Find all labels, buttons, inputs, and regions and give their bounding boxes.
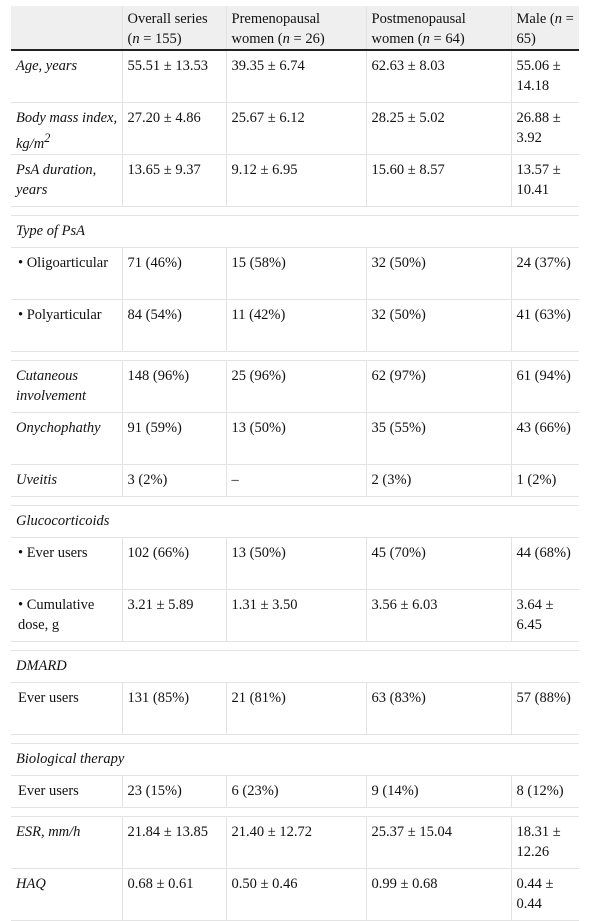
cell-male: 43 (66%) xyxy=(511,413,579,465)
header-postmenopausal-label: Postmenopausal women ( xyxy=(371,11,466,47)
cell-postmenopausal: 28.25 ± 5.02 xyxy=(366,103,511,155)
cell-postmenopausal: 35 (55%) xyxy=(366,413,511,465)
cell-premenopausal: 39.35 ± 6.74 xyxy=(226,50,366,103)
row-haq xyxy=(11,869,579,921)
cell-male: 24 (37%) xyxy=(511,248,579,300)
cell-overall: 21.84 ± 13.85 xyxy=(122,817,226,869)
row-label: • Cumulative dose, g xyxy=(11,590,122,642)
header-empty xyxy=(11,6,122,50)
cell-male: 44 (68%) xyxy=(511,538,579,590)
section-heading: Biological therapy xyxy=(11,744,579,776)
cell-overall: 3 (2%) xyxy=(122,465,226,497)
cell-postmenopausal: 32 (50%) xyxy=(366,300,511,352)
header-n: n xyxy=(282,31,290,47)
row-label: Ever users xyxy=(11,776,122,808)
cell-overall: 3.21 ± 5.89 xyxy=(122,590,226,642)
spacer-cell xyxy=(11,808,579,817)
row-oligoarticular xyxy=(11,248,579,300)
header-n: n xyxy=(132,31,140,47)
cell-premenopausal: 1.31 ± 3.50 xyxy=(226,590,366,642)
cell-postmenopausal: 15.60 ± 8.57 xyxy=(366,155,511,207)
spacer-row xyxy=(11,735,579,744)
cell-postmenopausal: 3.56 ± 6.03 xyxy=(366,590,511,642)
cell-male: 41 (63%) xyxy=(511,300,579,352)
cell-postmenopausal: 32 (50%) xyxy=(366,248,511,300)
spacer-row xyxy=(11,808,579,817)
cell-overall: 102 (66%) xyxy=(122,538,226,590)
header-n-value: = 26) xyxy=(289,31,325,47)
header-n-value: = 64) xyxy=(429,31,465,47)
cell-male: 13.57 ± 10.41 xyxy=(511,155,579,207)
cell-premenopausal: 13 (50%) xyxy=(226,538,366,590)
header-n: n xyxy=(554,11,562,27)
cell-postmenopausal: 25.37 ± 15.04 xyxy=(366,817,511,869)
cell-postmenopausal: 2 (3%) xyxy=(366,465,511,497)
cell-overall: 84 (54%) xyxy=(122,300,226,352)
cell-postmenopausal: 45 (70%) xyxy=(366,538,511,590)
section-biological-therapy xyxy=(11,744,579,776)
row-label: • Oligoarticular xyxy=(11,248,122,300)
row-cutaneous xyxy=(11,361,579,413)
header-premenopausal-label: Premenopausal women ( xyxy=(231,11,321,47)
cell-overall: 27.20 ± 4.86 xyxy=(122,103,226,155)
cell-postmenopausal: 62 (97%) xyxy=(366,361,511,413)
cell-premenopausal: 25 (96%) xyxy=(226,361,366,413)
row-label: Cutaneous involvement xyxy=(11,361,122,413)
spacer-cell xyxy=(11,642,579,651)
cell-postmenopausal: 62.63 ± 8.03 xyxy=(366,50,511,103)
header-paren: ( xyxy=(127,31,133,47)
header-n-value: = 65) xyxy=(516,11,574,47)
row-label: • Polyarticular xyxy=(11,300,122,352)
cell-premenopausal: 0.50 ± 0.46 xyxy=(226,869,366,921)
cell-overall: 13.65 ± 9.37 xyxy=(122,155,226,207)
cell-premenopausal: 15 (58%) xyxy=(226,248,366,300)
cell-male: 0.44 ± 0.44 xyxy=(511,869,579,921)
cell-overall: 131 (85%) xyxy=(122,683,226,735)
cell-male: 57 (88%) xyxy=(511,683,579,735)
row-label: PsA duration, years xyxy=(11,155,122,207)
row-bio-ever-users xyxy=(11,776,579,808)
cell-overall: 0.68 ± 0.61 xyxy=(122,869,226,921)
cell-premenopausal: 6 (23%) xyxy=(226,776,366,808)
section-heading: Type of PsA xyxy=(11,216,579,248)
cell-male: 18.31 ± 12.26 xyxy=(511,817,579,869)
cell-overall: 148 (96%) xyxy=(122,361,226,413)
row-label: • Ever users xyxy=(11,538,122,590)
row-label: Ever users xyxy=(11,683,122,735)
row-gluco-ever-users xyxy=(11,538,579,590)
characteristics-table xyxy=(11,6,579,921)
spacer-cell xyxy=(11,352,579,361)
cell-male: 8 (12%) xyxy=(511,776,579,808)
cell-overall: 71 (46%) xyxy=(122,248,226,300)
section-glucocorticoids xyxy=(11,506,579,538)
header-row xyxy=(11,6,579,50)
row-psa-duration xyxy=(11,155,579,207)
section-dmard xyxy=(11,651,579,683)
header-premenopausal xyxy=(226,6,366,50)
row-label-text: Body mass index, kg/m xyxy=(16,110,118,152)
cell-premenopausal: 9.12 ± 6.95 xyxy=(226,155,366,207)
cell-male: 61 (94%) xyxy=(511,361,579,413)
row-gluco-cumulative-dose xyxy=(11,590,579,642)
cell-overall: 23 (15%) xyxy=(122,776,226,808)
header-overall-label: Overall series xyxy=(127,11,208,27)
section-type-psa xyxy=(11,216,579,248)
spacer-cell xyxy=(11,735,579,744)
row-label: Onychophathy xyxy=(11,413,122,465)
cell-postmenopausal: 0.99 ± 0.68 xyxy=(366,869,511,921)
cell-male: 3.64 ± 6.45 xyxy=(511,590,579,642)
cell-premenopausal: 13 (50%) xyxy=(226,413,366,465)
header-male-label: Male ( xyxy=(516,11,555,27)
cell-premenopausal: 21 (81%) xyxy=(226,683,366,735)
row-label xyxy=(11,103,122,155)
cell-overall: 55.51 ± 13.53 xyxy=(122,50,226,103)
spacer-row xyxy=(11,497,579,506)
superscript: 2 xyxy=(44,131,51,145)
spacer-cell xyxy=(11,207,579,216)
cell-male: 1 (2%) xyxy=(511,465,579,497)
spacer-row xyxy=(11,352,579,361)
row-label: HAQ xyxy=(11,869,122,921)
table-header xyxy=(11,6,579,50)
row-label: Uveitis xyxy=(11,465,122,497)
section-heading: DMARD xyxy=(11,651,579,683)
cell-male: 26.88 ± 3.92 xyxy=(511,103,579,155)
spacer-row xyxy=(11,207,579,216)
cell-premenopausal: – xyxy=(226,465,366,497)
cell-premenopausal: 25.67 ± 6.12 xyxy=(226,103,366,155)
row-dmard-ever-users xyxy=(11,683,579,735)
row-onychopathy xyxy=(11,413,579,465)
header-n-value: = 155) xyxy=(139,31,182,47)
header-male xyxy=(511,6,579,50)
cell-overall: 91 (59%) xyxy=(122,413,226,465)
row-bmi xyxy=(11,103,579,155)
cell-premenopausal: 21.40 ± 12.72 xyxy=(226,817,366,869)
row-label: Age, years xyxy=(11,50,122,103)
spacer-row xyxy=(11,642,579,651)
cell-postmenopausal: 63 (83%) xyxy=(366,683,511,735)
cell-male: 55.06 ± 14.18 xyxy=(511,50,579,103)
row-age xyxy=(11,50,579,103)
row-label: ESR, mm/h xyxy=(11,817,122,869)
row-polyarticular xyxy=(11,300,579,352)
cell-postmenopausal: 9 (14%) xyxy=(366,776,511,808)
row-uveitis xyxy=(11,465,579,497)
cell-premenopausal: 11 (42%) xyxy=(226,300,366,352)
row-esr xyxy=(11,817,579,869)
header-overall xyxy=(122,6,226,50)
header-postmenopausal xyxy=(366,6,511,50)
section-heading: Glucocorticoids xyxy=(11,506,579,538)
spacer-cell xyxy=(11,497,579,506)
header-n: n xyxy=(422,31,430,47)
